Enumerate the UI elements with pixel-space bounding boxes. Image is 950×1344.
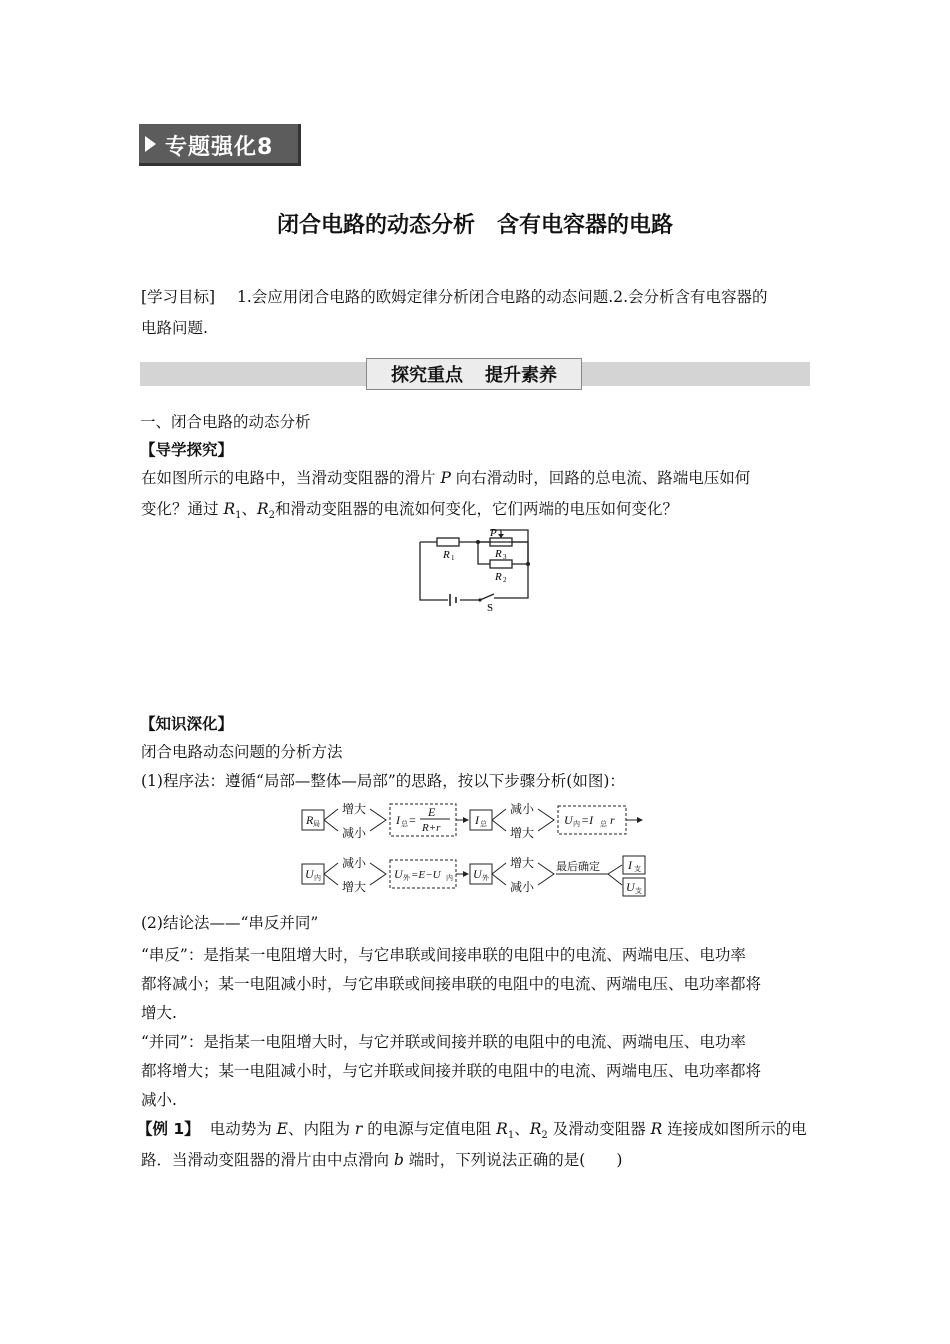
flow-frac-num: E [428,805,436,819]
section-banner [366,358,582,390]
circuit-label-r2: R [495,571,502,583]
example-label: 【例 1】 [137,1120,200,1138]
ex-l1-a: 电动势为 [209,1120,277,1138]
ex-l2-a: 路．当滑动变阻器的滑片由中点滑向 [141,1151,394,1169]
flow-i-branch: I [628,858,632,872]
circuit-label-p: P [490,527,497,539]
play-triangle-icon [145,136,156,152]
bingtong-line-2: 都将增大；某一电阻减小时，与它并联或间接并联的电阻中的电流、两端电压、电功率都将 [141,1062,762,1080]
q1-text-b: 向右滑动时，回路的总电流、路端电压如何 [450,469,751,487]
q2-r2-sub: 2 [268,510,276,522]
flow-u-in-sub: 内 [573,820,580,828]
flow-u-in: U [564,813,573,827]
flow-i-sub: 总 [401,820,408,828]
banner-left-text: 探究重点 [391,365,463,386]
ex-r1: R [496,1120,508,1138]
flow-u-in-2-sub: 内 [314,874,321,882]
ex-r2-sub: 2 [541,1130,548,1142]
section-heading: 一、闭合电路的动态分析 [140,413,311,431]
topic-badge [139,124,301,166]
question-line-2 [141,497,678,521]
flow-inc-4: 增大 [510,856,535,870]
page-title: 闭合电路的动态分析 含有电容器的电路 [276,213,673,238]
flow-frac-den: R+r [422,822,441,834]
circuit-diagram [410,524,540,616]
flow-u-out-2-sub: 外 [482,874,489,882]
circuit-label-r1-sub: 1 [451,554,455,562]
flow-dec-3: 减小 [342,856,367,870]
ex-l1-b: 、内阻为 [287,1120,355,1138]
flow-u-out-formula-sub: 内 [446,874,453,882]
flow-inc-3: 增大 [342,880,367,894]
chuanfan-line-1: “串反”：是指某一电阻增大时，与它串联或间接串联的电阻中的电流、两端电压、电功率 [141,946,746,964]
q1-text-a: 在如图所示的电路中，当滑动变阻器的滑片 [141,469,441,487]
flow-r-sub: 局 [313,820,320,828]
flow-r: R [306,813,314,827]
flow-diagram [298,797,658,903]
method-title: 闭合电路动态问题的分析方法 [141,743,343,761]
ex-r: r [354,1120,363,1138]
flow-dec-4: 减小 [510,880,535,894]
circuit-label-r3-sub: 3 [503,553,507,561]
ex-b: b [393,1151,404,1169]
objectives-line-1 [141,285,768,307]
objectives-label: [学习目标] [141,288,216,306]
example-line-2 [141,1148,622,1170]
chuanfan-line-3: 增大. [141,1004,177,1022]
bingtong-line-3: 减小. [141,1091,177,1109]
circuit-wire-bottom [420,542,528,600]
svg-text:=: = [409,813,416,827]
objectives-text-2: 电路问题. [141,319,208,337]
flow-u-out: U [394,867,403,881]
ex-r1-sub: 1 [507,1130,515,1142]
circuit-label-r2-sub: 2 [503,576,507,584]
q1-var-p: P [440,469,451,487]
flow-final: 最后确定 [556,861,600,873]
objectives-text-1: 1.会应用闭合电路的欧姆定律分析闭合电路的动态问题.2.会分析含有电容器的 [236,288,768,306]
flow-inc-2: 增大 [510,826,535,840]
q2-r1-sub: 1 [235,510,242,522]
ex-l1-d: 及滑动变阻器 [547,1120,651,1138]
chuanfan-line-2: 都将减小；某一电阻减小时，与它串联或间接串联的电阻中的电流、两端电压、电功率都将 [141,975,762,993]
ex-R: R [650,1120,663,1138]
flow-u-out-formula: =E−U [411,869,441,881]
flow-dec-2: 减小 [510,802,535,816]
banner-right-text: 提升素养 [485,365,557,386]
resistor-r2 [490,560,512,568]
ex-l1-e: 连接成如图所示的电 [662,1120,807,1138]
q2-r1: R [223,500,236,518]
ex-l2-b: 端时，下列说法正确的是( ) [403,1151,623,1169]
step2-text: (2)结论法——“串反并同” [141,914,319,932]
battery [450,594,456,606]
flow-dec-1: 减小 [342,826,367,840]
question-line-1 [141,466,750,488]
flow-inc-1: 增大 [342,802,367,816]
flow-i-2-sub: 总 [480,820,487,828]
q2-r2: R [257,500,269,518]
flow-u-in-mid-sub: 总 [600,820,607,828]
flow-u-out-2: U [473,867,482,881]
flow-i-2: I [475,813,479,827]
topic-badge-text: 专题强化8 [165,135,274,160]
resistor-r1 [437,538,459,546]
bingtong-line-1: “并同”：是指某一电阻增大时，与它并联或间接并联的电阻中的电流、两端电压、电功率 [141,1033,746,1051]
flow-u-in-2: U [305,867,314,881]
ex-E: E [276,1120,288,1138]
q2-sep: 、 [241,500,257,518]
example-line-1 [137,1117,807,1141]
knowledge-label: 【知识深化】 [140,715,234,733]
circuit-label-r3: R [495,548,502,560]
step1-text: (1)程序法：遵循“局部—整体—局部”的思路，按以下步骤分析(如图)： [141,772,625,790]
flow-u-branch-sub: 支 [635,887,642,895]
flow-u-in-mid: =I [581,813,594,827]
flow-u-branch: U [626,880,635,894]
q2-text-b: 和滑动变阻器的电流如何变化，它们两端的电压如何变化？ [275,500,679,518]
circuit-label-r1: R [443,549,450,561]
ex-sep: 、 [514,1120,530,1138]
ex-r2: R [529,1120,542,1138]
guide-label: 【导学探究】 [140,441,234,459]
q2-text-a: 变化？通过 [141,500,224,518]
ex-l1-c: 的电源与定值电阻 [362,1120,497,1138]
circuit-label-s: S [487,602,494,614]
flow-u-in-end: r [610,813,615,827]
flow-u-out-sub: 外 [403,874,410,882]
flow-i: I [396,813,400,827]
switch-s [480,594,494,600]
flow-i-branch-sub: 支 [634,865,641,873]
